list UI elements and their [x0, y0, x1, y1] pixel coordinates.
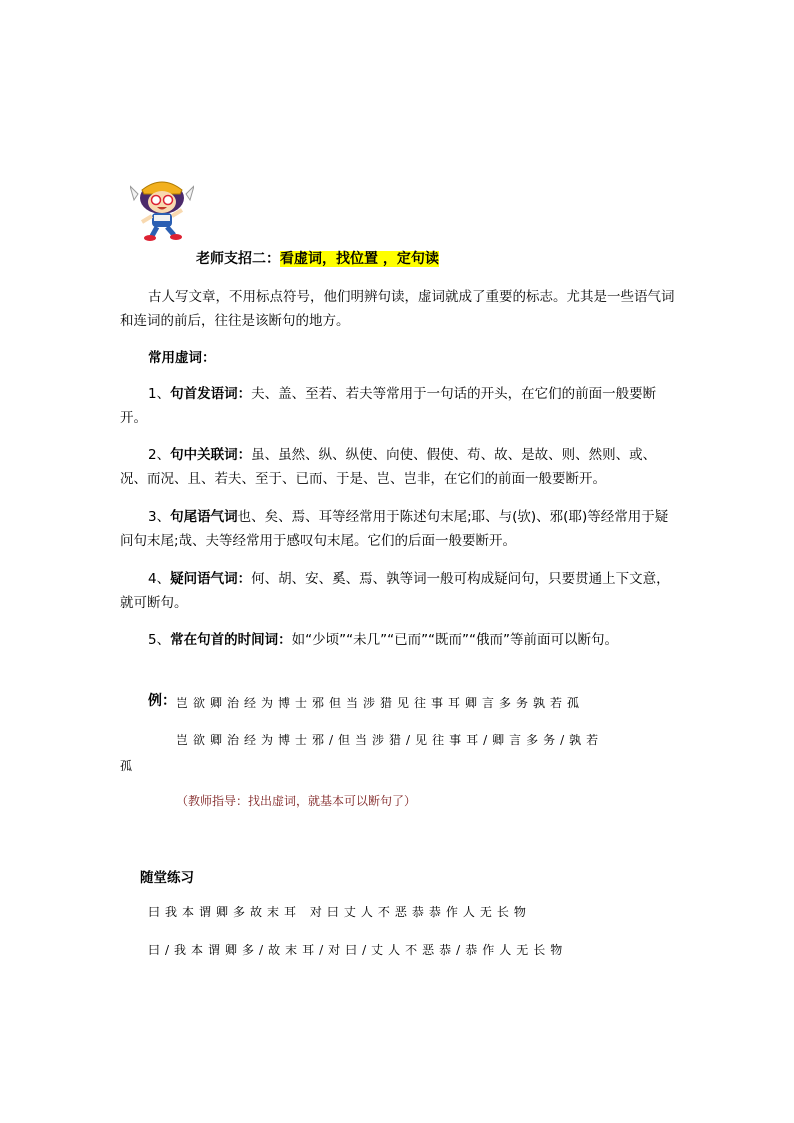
- item-number: 5、: [148, 632, 171, 648]
- item-number: 4、: [148, 571, 171, 587]
- teacher-note: （教师指导：找出虚词，就基本可以断句了）: [176, 794, 417, 808]
- section-heading: [196, 248, 439, 268]
- item-number: 2、: [148, 447, 171, 463]
- list-item-4: [120, 567, 680, 615]
- list-item-2: [120, 443, 680, 491]
- intro-paragraph: 古人写文章，不用标点符号，他们明辨句读，虚词就成了重要的标志。尤其是一些语气词和连词的前后，往往是该断句的地方。: [120, 289, 675, 329]
- heading-highlight: 看虚词，找位置 ，定句读: [280, 251, 439, 267]
- item-text: 如“少顷”“未几”“已而”“既而”“俄而”等前面可以断句。: [291, 632, 619, 648]
- item-term: 疑问语气词：: [170, 571, 252, 587]
- item-term: 句首发语词：: [170, 386, 252, 402]
- example-punctuated-text: 岂欲卿治经为博士邪/但当涉猎/见往事耳/卿言多务/孰若: [176, 733, 604, 747]
- common-words-title: 常用虚词：: [148, 350, 216, 366]
- example-label: 例：: [148, 693, 176, 709]
- list-item-1: [120, 382, 680, 430]
- item-number: 3、: [148, 509, 171, 525]
- cartoon-mascot-icon: [130, 172, 194, 242]
- item-text: 何、胡、安、奚、焉、孰等词一般可构成疑问句，只要贯通上下文意，就可断句。: [120, 571, 670, 611]
- example-original-text: 岂欲卿治经为博士邪但当涉猎见往事耳卿言多务孰若孤: [176, 696, 585, 710]
- item-text: 虽、虽然、纵、纵使、向使、假使、苟、故、是故、则、然则、或、况、而况、且、若夫、至于、已而、于是、岂、岂非，在它们的前面一般要断开。: [120, 447, 657, 487]
- item-number: 1、: [148, 386, 171, 402]
- item-text: 夫、盖、至若、若夫等常用于一句话的开头，在它们的前面一般要断开。: [120, 386, 657, 426]
- example-punctuated-text-cont: 孤: [120, 759, 138, 773]
- list-item-5: [120, 628, 680, 652]
- heading-label: 老师支招二：: [196, 251, 280, 267]
- item-text: 也、矣、焉、耳等经常用于陈述句末尾;耶、与(欤)、邪(耶)等经常用于疑问句末尾;哉、夫等经常用于感叹句末尾。它们的后面一般要断开。: [120, 509, 669, 549]
- practice-original-text: 曰我本谓卿多故末耳 对曰丈人不恶恭恭作人无长物: [148, 905, 531, 919]
- item-term: 句中关联词：: [170, 447, 252, 463]
- practice-title: 随堂练习: [140, 870, 194, 886]
- practice-punctuated-text: 曰/我本谓卿多/故末耳/对曰/丈人不恶恭/恭作人无长物: [148, 943, 568, 957]
- list-item-3: [120, 505, 680, 553]
- item-term: 常在句首的时间词：: [170, 632, 292, 648]
- item-term: 句尾语气词: [170, 509, 238, 525]
